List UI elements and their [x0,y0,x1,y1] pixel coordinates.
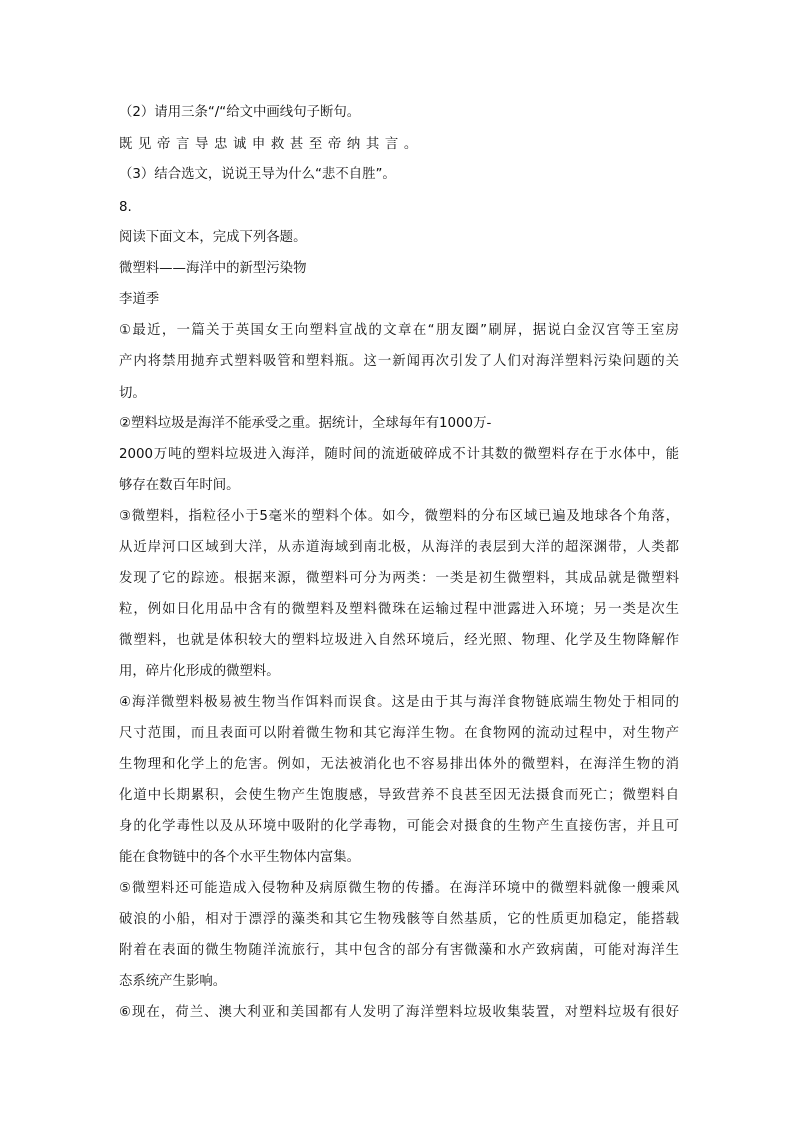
paragraph-3-line: ③微塑料，指粒径小于5毫米的塑料个体。如今，微塑料的分布区域已遍及地球各个角落， [119,509,679,524]
paragraph-4-line: 能在食物链中的各个水平生物体内富集。 [119,850,361,865]
paragraph-5-line: ⑤微塑料还可能造成入侵物种及病原微生物的传播。在海洋环境中的微塑料就像一艘乘风 [119,881,679,896]
paragraph-3-line: 微塑料，也就是体积较大的塑料垃圾进入自然环境后，经光照、物理、化学及生物降解作 [119,633,679,648]
classical-sentence: 既见帝言导忠诚申救甚至帝纳其言。 [119,137,423,152]
paragraph-2-line: 2000万吨的塑料垃圾进入海洋，随时间的流逝破碎成不计其数的微塑料存在于水体中，能 [119,447,679,462]
paragraph-1-line: ①最近，一篇关于英国女王向塑料宣战的文章在“朋友圈”刷屏，据说白金汉宫等王室房 [119,323,679,338]
paragraph-4-line: 生物理和化学上的危害。例如，无法被消化也不容易排出体外的微塑料，在海洋生物的消 [119,757,679,772]
paragraph-6-line: ⑥现在，荷兰、澳大利亚和美国都有人发明了海洋塑料垃圾收集装置，对塑料垃圾有很好 [119,1005,679,1020]
paragraph-4-line: 化道中长期累积，会使生物产生饱腹感，导致营养不良甚至因无法摄食而死亡；微塑料自 [119,788,679,803]
question-2: （2）请用三条“/“给文中画线句子断句。 [119,105,361,120]
paragraph-3-line: 从近岸河口区域到大洋，从赤道海域到南北极，从海洋的表层到大洋的超深渊带，人类都 [119,540,679,555]
paragraph-4-line: 身的化学毒性以及从环境中吸附的化学毒物，可能会对摄食的生物产生直接伤害，并且可 [119,819,679,834]
paragraph-1-line: 切。 [119,386,146,401]
question-3: （3）结合选文，说说王导为什么“悲不自胜”。 [119,167,396,182]
paragraph-1-line: 产内将禁用抛弃式塑料吸管和塑料瓶。这一新闻再次引发了人们对海洋塑料污染问题的关 [119,354,679,369]
question-number-8: 8. [119,200,132,215]
paragraph-3-line: 粒，例如日化用品中含有的微塑料及塑料微珠在运输过程中泄露进入环境；另一类是次生 [119,602,679,617]
reading-instruction: 阅读下面文本，完成下列各题。 [119,230,307,245]
article-author: 李道季 [119,292,160,307]
paragraph-5-line: 态系统产生影响。 [119,974,227,989]
paragraph-3-line: 发现了它的踪迹。根据来源，微塑料可分为两类：一类是初生微塑料，其成品就是微塑料 [119,571,679,586]
paragraph-5-line: 破浪的小船，相对于漂浮的藻类和其它生物残骸等自然基质，它的性质更加稳定，能搭载 [119,912,679,927]
paragraph-2-line: ②塑料垃圾是海洋不能承受之重。据统计，全球每年有1000万- [119,416,492,431]
paragraph-4-line: ④海洋微塑料极易被生物当作饵料而误食。这是由于其与海洋食物链底端生物处于相同的 [119,695,679,710]
paragraph-2-line: 够存在数百年时间。 [119,478,240,493]
paragraph-5-line: 附着在表面的微生物随洋流旅行，其中包含的部分有害微藻和水产致病菌，可能对海洋生 [119,943,679,958]
article-title: 微塑料——海洋中的新型污染物 [119,261,307,276]
paragraph-4-line: 尺寸范围，而且表面可以附着微生物和其它海洋生物。在食物网的流动过程中，对生物产 [119,726,679,741]
paragraph-3-line: 用，碎片化形成的微塑料。 [119,664,280,679]
